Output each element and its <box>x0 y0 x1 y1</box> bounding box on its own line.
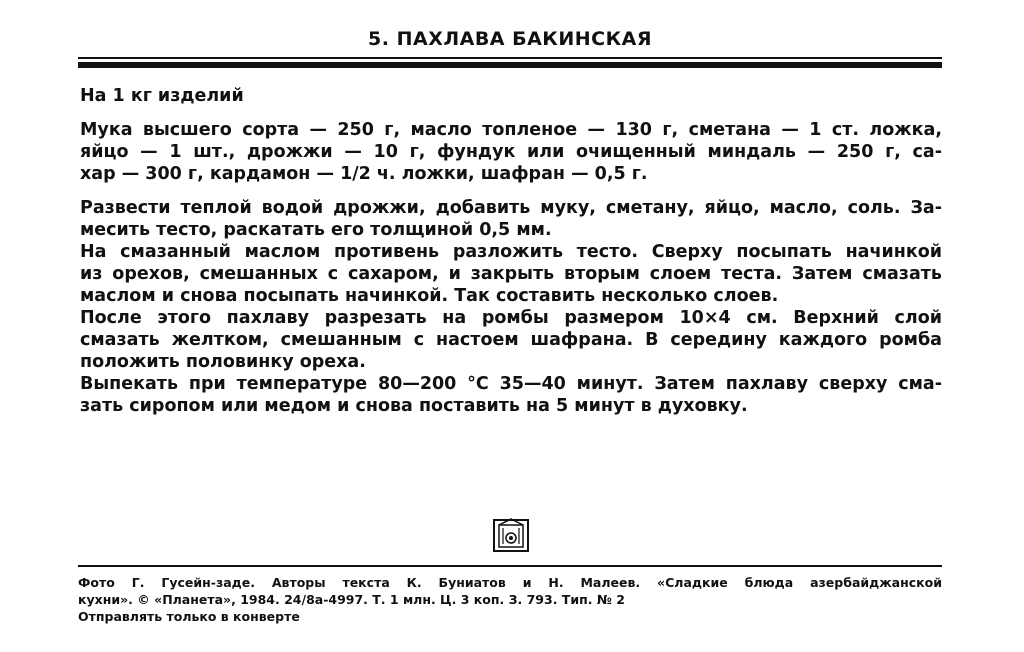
ingredients-line: яйцо — 1 шт., дрожжи — 10 г, фундук или очищенный миндаль — 250 г, са- <box>80 142 942 162</box>
imprint-line: Отправлять только в конверте <box>78 609 300 624</box>
header-rule-thick <box>78 62 942 68</box>
footer-rule <box>78 565 942 567</box>
ingredients-line: хар — 300 г, кардамон — 1/2 ч. ложки, шафран — 0,5 г. <box>80 164 648 184</box>
imprint-line: Фото Г. Гусейн-заде. Авторы текста К. Буниатов и Н. Малеев. «Сладкие блюда азербайджанской <box>78 575 942 590</box>
method-paragraph <box>80 197 942 417</box>
method-line: маслом и снова посыпать начинкой. Так составить несколько слоев. <box>80 286 779 306</box>
ingredients-paragraph <box>80 119 942 185</box>
header-rule-thin <box>78 57 942 59</box>
method-line: Выпекать при температуре 80—200 °С 35—40 минут. Затем пахлаву сверху сма- <box>80 374 942 394</box>
method-line: На смазанный маслом противень разложить тесто. Сверху посыпать начинкой <box>80 242 942 262</box>
method-line: положить половинку ореха. <box>80 352 366 372</box>
method-line: месить тесто, раскатать его толщиной 0,5 мм. <box>80 220 552 240</box>
method-line: зать сиропом или медом и снова поставить на 5 минут в духовку. <box>80 396 748 416</box>
method-line: После этого пахлаву разрезать на ромбы размером 10×4 см. Верхний слой <box>80 308 942 328</box>
imprint-line: кухни». © «Планета», 1984. 24/8а-4997. Т. 1 млн. Ц. 3 коп. З. 793. Тип. № 2 <box>78 592 625 607</box>
imprint-footer <box>78 574 942 625</box>
method-line: из орехов, смешанных с сахаром, и закрыть вторым слоем теста. Затем смазать <box>80 264 942 284</box>
publisher-logo-icon <box>491 517 531 553</box>
method-line: Развести теплой водой дрожжи, добавить муку, сметану, яйцо, масло, соль. За- <box>80 198 942 218</box>
recipe-yield: На 1 кг изделий <box>80 86 244 106</box>
ingredients-line: Мука высшего сорта — 250 г, масло топленое — 130 г, сметана — 1 ст. ложка, <box>80 120 942 140</box>
method-line: смазать желтком, смешанным с настоем шафрана. В середину каждого ромба <box>80 330 942 350</box>
page-title: 5. ПАХЛАВА БАКИНСКАЯ <box>368 28 652 50</box>
